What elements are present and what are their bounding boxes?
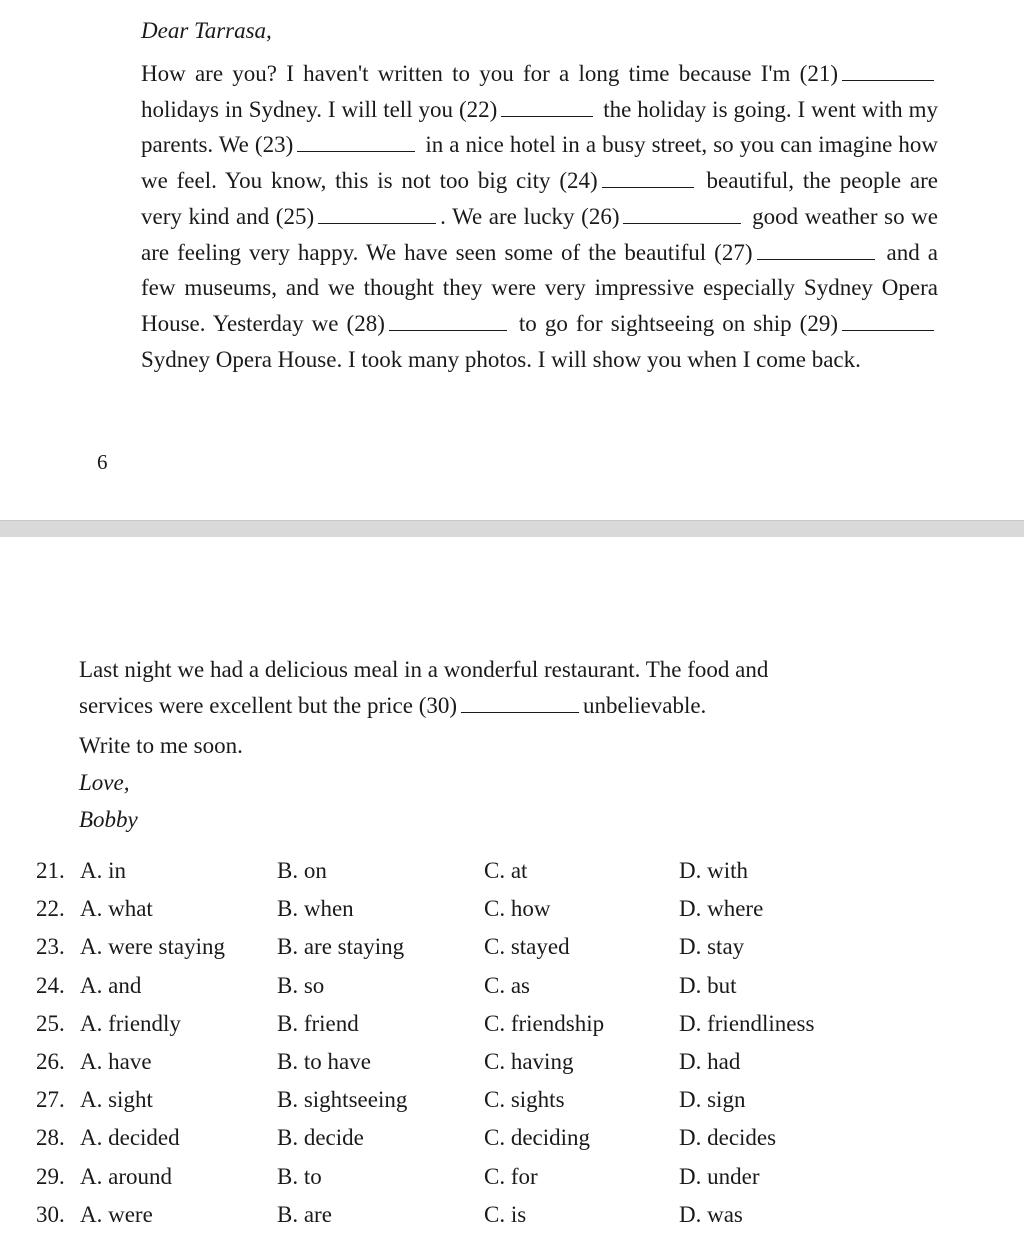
letter-text: and a few museums, and we thought they were very impressive especially Sydney Opera House. Yesterday we (28) <box>141 239 939 336</box>
letter-text: How are you? I haven't written to you for a long time because I'm (21) <box>141 61 838 86</box>
page-number: 6 <box>97 450 108 474</box>
signature-name: Bobby <box>79 807 138 832</box>
letter-paragraph-1 <box>141 56 938 377</box>
option-a: A. were <box>80 1201 153 1227</box>
option-d: D. was <box>679 1201 743 1227</box>
question-row <box>36 1125 936 1163</box>
letter-greeting: Dear Tarrasa, <box>141 18 272 43</box>
blank-22 <box>501 98 593 117</box>
question-number: 27. <box>36 1087 65 1113</box>
blank-30 <box>461 694 579 713</box>
question-number: 22. <box>36 896 65 922</box>
letter-text: the holiday is going. I went with my parents. We (23) <box>141 96 938 158</box>
question-number: 26. <box>36 1048 65 1074</box>
letter-text: good weather so we are feeling very happy. We have seen some of the beautiful (27) <box>141 203 938 265</box>
blank-27 <box>757 241 875 260</box>
page-separator <box>0 520 1024 538</box>
option-b: B. to <box>277 1163 322 1189</box>
option-c: C. sights <box>484 1087 565 1113</box>
question-number: 25. <box>36 1010 65 1036</box>
option-a: A. and <box>80 972 142 998</box>
question-row <box>36 858 936 896</box>
question-row <box>36 1011 936 1049</box>
blank-29 <box>842 312 934 331</box>
letter-text: Sydney Opera House. I took many photos. I will show you when I come back. <box>141 346 861 372</box>
question-number: 29. <box>36 1163 65 1189</box>
option-b: B. so <box>277 972 325 998</box>
letter-text: holidays in Sydney. I will tell you (22) <box>141 96 498 122</box>
option-a: A. friendly <box>80 1010 181 1036</box>
option-b: B. sightseeing <box>277 1087 408 1113</box>
option-c: C. at <box>484 858 528 883</box>
page-upper <box>0 0 1024 520</box>
option-b: B. are <box>277 1201 332 1227</box>
option-d: D. decides <box>679 1125 777 1151</box>
option-c: C. deciding <box>484 1125 591 1151</box>
question-row <box>36 934 936 972</box>
letter-text: unbelievable. <box>583 693 707 718</box>
option-d: D. sign <box>679 1087 746 1113</box>
option-a: A. have <box>80 1048 152 1074</box>
option-d: D. but <box>679 972 737 998</box>
option-c: C. friendship <box>484 1010 605 1036</box>
option-d: D. where <box>679 896 764 922</box>
closing-request: Write to me soon. <box>79 733 243 758</box>
option-a: A. sight <box>80 1087 153 1113</box>
option-c: C. having <box>484 1048 574 1074</box>
question-row <box>36 1087 936 1125</box>
question-number: 28. <box>36 1125 65 1151</box>
blank-23 <box>297 133 415 152</box>
option-c: C. is <box>484 1201 527 1227</box>
answer-options <box>36 858 936 1240</box>
question-number: 24. <box>36 972 65 998</box>
blank-28 <box>389 312 507 331</box>
question-number: 30. <box>36 1201 65 1227</box>
option-c: C. how <box>484 896 551 922</box>
question-row <box>36 1202 936 1240</box>
letter-paragraph-2 <box>79 652 875 724</box>
question-row <box>36 973 936 1011</box>
blank-26 <box>623 205 741 224</box>
option-b: B. decide <box>277 1125 364 1151</box>
option-d: D. with <box>679 858 748 883</box>
question-number: 23. <box>36 934 65 960</box>
closing-signoff: Love, <box>79 770 130 795</box>
option-b: B. friend <box>277 1010 359 1036</box>
letter-text: . We are lucky (26) <box>440 203 620 229</box>
question-row <box>36 1049 936 1087</box>
option-d: D. friendliness <box>679 1010 815 1036</box>
option-a: A. decided <box>80 1125 180 1151</box>
option-c: C. as <box>484 972 530 998</box>
letter-line: Last night we had a delicious meal in a wonderful restaurant. The food and <box>79 657 769 682</box>
option-a: A. were staying <box>80 934 225 960</box>
letter-line <box>79 688 875 724</box>
blank-24 <box>602 169 694 188</box>
question-row <box>36 1164 936 1202</box>
option-a: A. in <box>80 858 126 883</box>
letter-text: to go for sightseeing on ship (29) <box>518 310 838 336</box>
option-c: C. stayed <box>484 934 570 960</box>
letter-closing <box>79 727 243 838</box>
option-d: D. had <box>679 1048 741 1074</box>
option-a: A. what <box>80 896 153 922</box>
option-d: D. stay <box>679 934 745 960</box>
option-a: A. around <box>80 1163 172 1189</box>
option-d: D. under <box>679 1163 760 1189</box>
blank-21 <box>842 62 934 81</box>
option-b: B. to have <box>277 1048 371 1074</box>
option-b: B. are staying <box>277 934 405 960</box>
option-b: B. on <box>277 858 327 883</box>
question-row <box>36 896 936 934</box>
letter-text: services were excellent but the price (30) <box>79 693 458 718</box>
option-b: B. when <box>277 896 354 922</box>
question-number: 21. <box>36 858 65 883</box>
option-c: C. for <box>484 1163 538 1189</box>
blank-25 <box>318 205 436 224</box>
letter-text: in a nice hotel in a busy street, so you can imagine how we feel. You know, this is not too big city (24) <box>141 132 938 194</box>
letter-text: beautiful, the people are very kind and (25) <box>141 168 939 229</box>
